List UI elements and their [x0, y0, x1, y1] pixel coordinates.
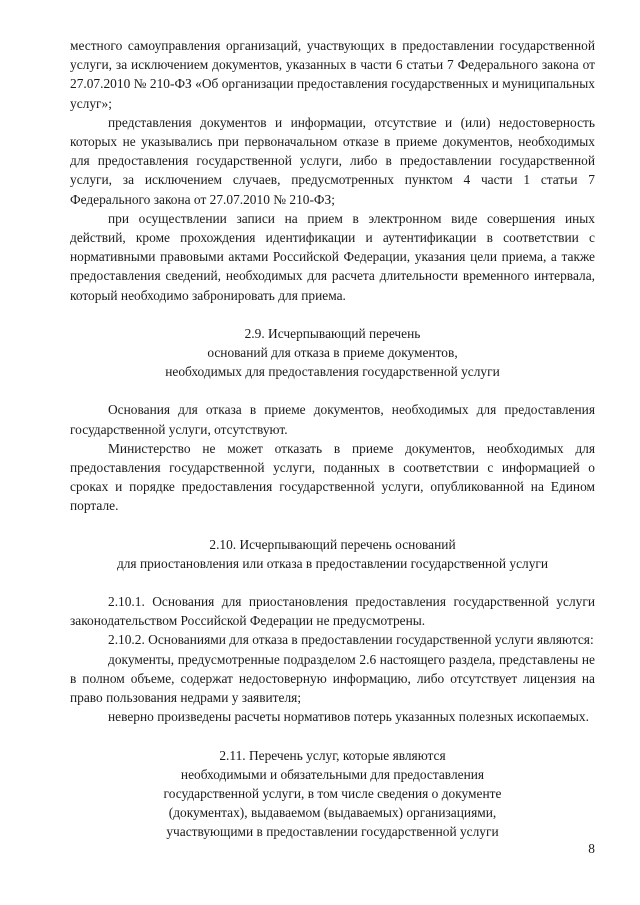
heading-line: оснований для отказа в приеме документов,	[207, 345, 458, 361]
paragraph: документы, предусмотренные подразделом 2.6 настоящего раздела, представлены не в полном объеме, содержат недостоверную информацию, либо отсутствует лицензия на право пользования недрами у заявителя;	[70, 651, 595, 706]
paragraph: при осуществлении записи на прием в электронном виде совершения иных действий, кроме прохождения идентификации и аутентификации в соответствии с нормативными правовыми актами Российской Федерации, указания цели приема, а также предоставления сведений, необходимых для расчета длительности временного интервала, который необходимо забронировать для приема.	[70, 210, 595, 303]
section-heading-2-11	[70, 746, 595, 842]
paragraph: Основания для отказа в приеме документов, необходимых для предоставления государственной услуги, отсутствуют.	[70, 402, 595, 437]
page-number: 8	[588, 841, 595, 856]
heading-line: 2.11. Перечень услуг, которые являются	[219, 747, 446, 763]
heading-line: участвующими в предоставлении государственной услуги	[166, 824, 499, 840]
document-body	[70, 36, 595, 861]
heading-line: необходимыми и обязательными для предоставления	[180, 766, 485, 782]
paragraph: Министерство не может отказать в приеме документов, необходимых для предоставления государственной услуги, поданных в соответствии с информацией о сроках и порядке предоставления государственной услуги, опубликованной на Едином портале.	[70, 440, 595, 514]
heading-line: 2.9. Исчерпывающий перечень	[244, 325, 421, 341]
heading-line: (документах), выдаваемом (выдаваемых) организациями,	[168, 805, 497, 821]
heading-line: необходимых для предоставления государственной услуги	[165, 364, 500, 380]
heading-line: для приостановления или отказа в предоставлении государственной услуги	[116, 555, 549, 571]
paragraph: представления документов и информации, отсутствие и (или) недостоверность которых не указывались при первоначальном отказе в приеме документов, необходимых для предоставления государственной услуги, либо в предоставлении государственной услуги, за исключением случаев, предусмотренных пунктом 4 части 1 статьи 7 Федерального закона от 27.07.2010 № 210-ФЗ;	[70, 114, 595, 207]
section-heading-2-9	[70, 324, 595, 382]
paragraph: неверно произведены расчеты нормативов потерь указанных полезных ископаемых.	[108, 709, 589, 725]
heading-line: государственной услуги, в том числе сведения о документе	[163, 785, 502, 801]
paragraph: 2.10.1. Основания для приостановления предоставления государственной услуги законодательством Российской Федерации не предусмотрены.	[70, 594, 595, 629]
section-heading-2-10	[70, 535, 595, 573]
paragraph: 2.10.2. Основаниями для отказа в предоставлении государственной услуги являются:	[108, 632, 594, 648]
heading-line: 2.10. Исчерпывающий перечень оснований	[209, 536, 456, 552]
paragraph: местного самоуправления организаций, участвующих в предоставлении государственной услуги, за исключением документов, указанных в части 6 статьи 7 Федерального закона от 27.07.2010 № 210-ФЗ «Об организации предоставления государственных и муниципальных услуг»;	[70, 38, 595, 111]
